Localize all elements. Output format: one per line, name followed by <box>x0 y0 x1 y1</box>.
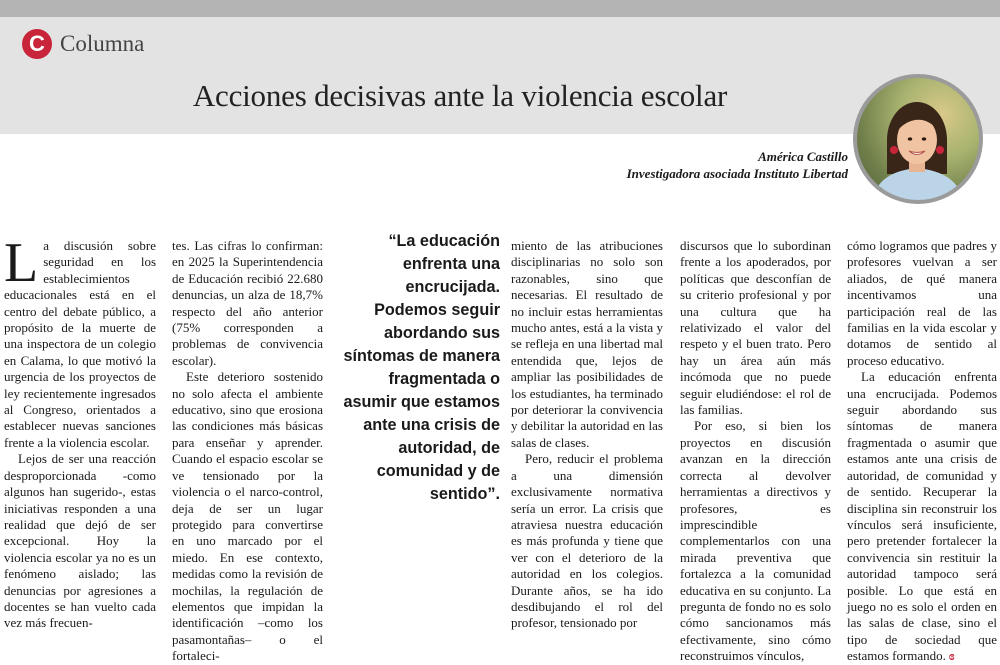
author-photo <box>853 74 983 204</box>
article-column-1 <box>4 232 156 632</box>
paragraph: Este deterioro sostenido no solo afecta el ambiente educativo, sino que erosiona las condiciones más básicas para enseñar y aprender. Cuando el espacio escolar se ve tensionado por la violencia o el narco-control, deja de ser un lugar protegido para convertirse en uno marcado por el miedo. En ese contexto, medidas como la revisión de mochilas, la regulación de elementos que impidan la identificación –como los pasamontañas– o el fortaleci- <box>172 369 323 664</box>
pull-quote: “La educación enfrenta una encrucijada. Podemos seguir abordando sus síntomas de manera fragmentada o asumir que estamos ante una crisis de autoridad, de comunidad y de sentido”. <box>343 232 500 503</box>
author-name: América Castillo <box>758 149 848 164</box>
author-affiliation: Investigadora asociada Instituto Libertad <box>626 166 848 181</box>
end-mark-icon: ɞ <box>948 648 955 664</box>
article-column-3 <box>511 238 663 632</box>
byline <box>627 148 848 182</box>
paragraph: Pero, reducir el problema a una dimensión exclusivamente normativa sería un error. La crisis que atraviesa nuestra educación es más profunda y tiene que ver con el deterioro de la autoridad en los colegios. Durante años, se ha ido desdibujando el rol del profesor, tensionado por <box>511 451 663 631</box>
paragraph: discursos que lo subordinan frente a los apoderados, por políticas que desconfían de su criterio profesional y por una cultura que ha relativizado el valor del respeto y el buen trato. Pero hay un área aún más incómoda que no puede seguir eludiéndose: el rol de las familias. <box>680 238 831 418</box>
header-band <box>0 17 1000 134</box>
section-label <box>22 28 144 60</box>
drop-cap: L <box>4 232 39 294</box>
paragraph: La educación enfrenta una encrucijada. Podemos seguir abordando sus síntomas de manera fragmentada o asumir que estamos ante una crisis de autoridad, de comunidad y de sentido. Recuperar la disciplina sin reconstruir los vínculos será insuficiente, pero pretender fortalecer la convivencia sin restituir la autoridad tampoco será posible. Lo que está en juego no es solo el orden en las salas de clase, sino el tipo de sociedad que estamos formando. ɞ <box>847 369 997 664</box>
article-column-5 <box>847 238 997 665</box>
section-badge-icon: C <box>22 29 52 59</box>
paragraph: Lejos de ser una reacción desproporcionada -como algunos han sugerido-, estas iniciativas responden a una realidad que dejó de ser excepcional. Hoy la violencia escolar ya no es un fenómeno aislado; las denuncias por agresiones a docentes se han vuelto cada vez más frecuen- <box>4 451 156 631</box>
section-name: Columna <box>60 31 145 56</box>
top-rule <box>0 0 1000 17</box>
author-portrait-icon <box>857 78 979 200</box>
headline: Acciones decisivas ante la violencia escolar <box>192 78 728 113</box>
paragraph: miento de las atribuciones disciplinarias no solo son razonables, sino que necesarias. El resultado de no incluir estas herramientas mucho antes, está a la vista y se refleja en una libertad mal entendida que, lejos de ampliar las posibilidades de los estudiantes, ha terminado por deteriorar la convivencia y debilitar la autoridad en las salas de clases. <box>511 238 663 450</box>
paragraph: cómo logramos que padres y profesores vuelvan a ser aliados, de qué manera incentivamos una participación real de las familias en la vida escolar y dotamos de sentido al proceso educativo. <box>847 238 997 368</box>
paragraph: La discusión sobre seguridad en los establecimientos educacionales está en el centro del debate público, a propósito de la muerte de una inspectora de un colegio en Calama, lo que motivó la urgencia de los proyectos de ley recientemente ingresados al Congreso, orientados a establecer nuevas sanciones frente a la violencia escolar. <box>4 232 156 450</box>
article-column-2 <box>172 238 323 665</box>
paragraph: tes. Las cifras lo confirman: en 2025 la Superintendencia de Educación recibió 22.680 denuncias, un alza de 18,7% respecto del año anterior (75% corresponden a problemas de convivencia escolar). <box>172 238 323 368</box>
article-column-4 <box>680 238 831 665</box>
paragraph: Por eso, si bien los proyectos en discusión avanzan en la dirección correcta al devolver herramientas a directivos y profesores, es imprescindible complementarlos con una mirada preventiva que fortalezca a la comunidad educativa en su conjunto. La pregunta de fondo no es solo cómo sancionamos más efectivamente, sino cómo reconstruimos vínculos, <box>680 418 831 664</box>
